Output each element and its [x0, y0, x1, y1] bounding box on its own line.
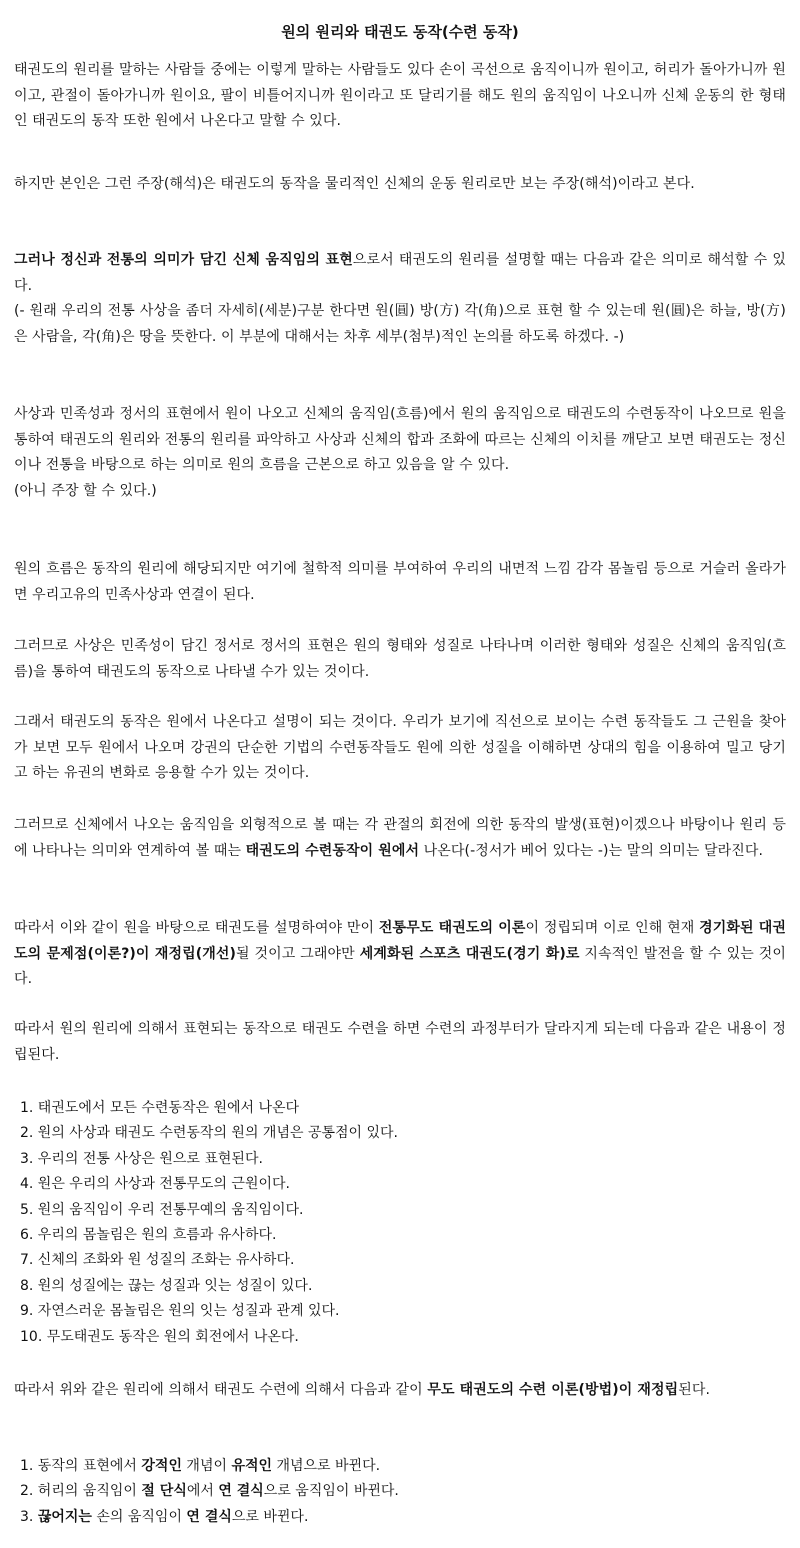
paragraph-text: 나온다(-정서가 베어 있다는 -)는 말의 의미는 달라진다.: [419, 842, 764, 859]
list-item: 2. 원의 사상과 태권도 수련동작의 원의 개념은 공통점이 있다.: [20, 1125, 398, 1142]
emphasis-text: 세계화된 스포츠 대권도(경기 화)로: [359, 945, 580, 962]
emphasis-text: 유적인: [231, 1458, 273, 1474]
list-item-text: 2. 허리의 움직임이: [20, 1483, 142, 1500]
list-item: [20, 1479, 780, 1504]
paragraph-text: 따라서 위와 같은 원리에 의해서 태권도 수련에 의해서 다음과 같이: [14, 1382, 428, 1398]
paragraph-text: 될 것이고 그래야만: [236, 945, 360, 962]
emphasis-text: 전통무도 태권도의 이론: [378, 920, 526, 936]
list-item-text: 손의 움직임이: [91, 1508, 187, 1525]
list-item-text: 으로 바뀐다.: [231, 1508, 309, 1525]
paragraph-text: 지속적인 발전을 할 수 있는 것이다.: [14, 945, 787, 987]
emphasis-text: 강적인: [141, 1458, 182, 1474]
list-item: [20, 1454, 780, 1479]
paragraph-5: 원의 흐름은 동작의 원리에 해당되지만 여기에 철학적 의미를 부여하여 우리의 내면적 느낌 감각 몸놀림 등으로 거슬러 올라가면 우리고유의 민족사상과 연결이 된다.: [14, 561, 786, 603]
emphasis-text: 연 결식: [218, 1483, 264, 1500]
page-title: 원의 원리와 태권도 동작(수련 동작): [281, 23, 519, 41]
changes-list: [20, 1454, 780, 1530]
list-item: 5. 원의 움직임이 우리 전통무예의 움직임이다.: [20, 1201, 304, 1218]
paragraph-11: [14, 1378, 786, 1404]
list-item: 4. 원은 우리의 사상과 전통무도의 근원이다.: [20, 1176, 290, 1193]
paragraph-2: 하지만 본인은 그런 주장(해석)은 태권도의 동작을 물리적인 신체의 운동 원리로만 보는 주장(해석)이라고 본다.: [14, 176, 695, 192]
list-item: 8. 원의 성질에는 끊는 성질과 잇는 성질이 있다.: [20, 1277, 313, 1294]
paragraph-4: [14, 402, 786, 504]
paragraph-1: 태권도의 원리를 말하는 사람들 중에는 이렇게 말하는 사람들도 있다 손이 곡선으로 움직이니까 원이고, 허리가 돌아가니까 원이고, 관절이 돌아가니까 원이요, 팔이 비틀어지니까 원이라고 또 달리기를 해도 원의 움직임이 나오니까 신체 운동의 한 형태인 태권도의 동작 또한 원에서 나온다고 말할 수 있다.: [14, 62, 786, 129]
emphasis-text: 무도 태권도의 수련 이론(방법)이 재정립: [427, 1382, 679, 1398]
list-item-text: 개념으로 바뀐다.: [272, 1458, 381, 1474]
paragraph-3: [14, 248, 786, 350]
list-item-text: 으로 움직임이 바뀐다.: [263, 1483, 399, 1500]
list-item: 3. 우리의 전통 사상은 원으로 표현된다.: [20, 1150, 263, 1167]
emphasis-text: 연 결식: [186, 1508, 232, 1525]
paragraph-3-note: (- 원래 우리의 전통 사상을 좀더 자세히(세분)구분 한다면 원(圓) 방(方) 각(角)으로 표현 할 수 있는데 원(圓)은 하늘, 방(方)은 사람을, 각(角)은 땅을 뜻한다. 이 부분에 대해서는 차후 세부(첨부)적인 논의를 하도록 하겠다. -): [14, 303, 786, 345]
list-item: 9. 자연스러운 몸놀림은 원의 잇는 성질과 관계 있다.: [20, 1303, 340, 1320]
list-item-text: 개념이: [181, 1458, 232, 1474]
list-item-text: 1. 동작의 표현에서: [20, 1458, 142, 1474]
principles-list: [20, 1096, 780, 1350]
paragraph-7: 그래서 태권도의 동작은 원에서 나온다고 설명이 되는 것이다. 우리가 보기에 직선으로 보이는 수련 동작들도 그 근원을 찾아가 보면 모두 원에서 나오며 강권의 단순한 기법의 수련동작들도 원에 의한 성질을 이해하면 상대의 힘을 이용하여 밀고 당기고 하는 유권의 변화로 응용할 수가 있는 것이다.: [14, 714, 786, 781]
emphasis-text: 끊어지는: [37, 1508, 92, 1525]
emphasis-text: 절 단식: [141, 1483, 187, 1500]
paragraph-text: 그러므로 신체에서 나오는 움직임을 외형적으로 볼 때는 각 관절의 회전에 의한 동작의 발생(표현)이겠으나 바탕이나 원리 등에 나타나는 의미와 연계하여 볼 때는: [14, 817, 786, 859]
paragraph-9: [14, 916, 786, 993]
paragraph-text: 따라서 이와 같이 원을 바탕으로 태권도를 설명하여야 만이: [14, 920, 379, 936]
list-item: 6. 우리의 몸놀림은 원의 흐름과 유사하다.: [20, 1227, 277, 1244]
emphasis-text: 태권도의 수련동작이 원에서: [245, 842, 420, 859]
paragraph-8: [14, 813, 786, 864]
paragraph-6: 그러므로 사상은 민족성이 담긴 정서로 정서의 표현은 원의 형태와 성질로 나타나며 이러한 형태와 성질은 신체의 움직임(흐름)을 통하여 태권도의 동작으로 나타낼 수가 있는 것이다.: [14, 638, 786, 680]
paragraph-3-line: [14, 248, 786, 299]
emphasis-text: 경기화된 대권도의 문제점(이론?)이 재정립(개선): [14, 920, 786, 962]
list-item: 10. 무도태권도 동작은 원의 회전에서 나온다.: [20, 1328, 299, 1345]
paragraph-4-text: 사상과 민족성과 정서의 표현에서 원이 나오고 신체의 움직임(흐름)에서 원의 움직임으로 태권도의 수련동작이 나오므로 원을 통하여 태권도의 원리와 전통의 원리를 파악하고 사상과 신체의 합과 조화에 따르는 신체의 이치를 깨닫고 보면 태권도는 정신이나 전통을 바탕으로 하는 의미로 원의 흐름을 근본으로 하고 있음을 알 수 있다.: [14, 406, 786, 473]
list-item-text: 3.: [20, 1508, 38, 1525]
list-item-text: 에서: [186, 1483, 219, 1500]
paragraph-text: 된다.: [678, 1382, 711, 1398]
list-item: 7. 신체의 조화와 원 성질의 조화는 유사하다.: [20, 1252, 295, 1269]
list-item: 1. 태권도에서 모든 수련동작은 원에서 나온다: [20, 1100, 300, 1116]
paragraph-10: 따라서 원의 원리에 의해서 표현되는 동작으로 태권도 수련을 하면 수련의 과정부터가 달라지게 되는데 다음과 같은 내용이 정립된다.: [14, 1021, 786, 1063]
paragraph-text: 으로서 태권도의 원리를 설명할 때는 다음과 같은 의미로 해석할 수 있다.: [14, 252, 786, 294]
emphasis-text: 그러나 정신과 전통의 의미가 담긴 신체 움직임의 표현: [14, 252, 353, 268]
paragraph-4-note: (아니 주장 할 수 있다.): [14, 482, 157, 499]
paragraph-text: 이 정립되며 이로 인해 현재: [525, 920, 700, 936]
list-item: [20, 1505, 780, 1530]
